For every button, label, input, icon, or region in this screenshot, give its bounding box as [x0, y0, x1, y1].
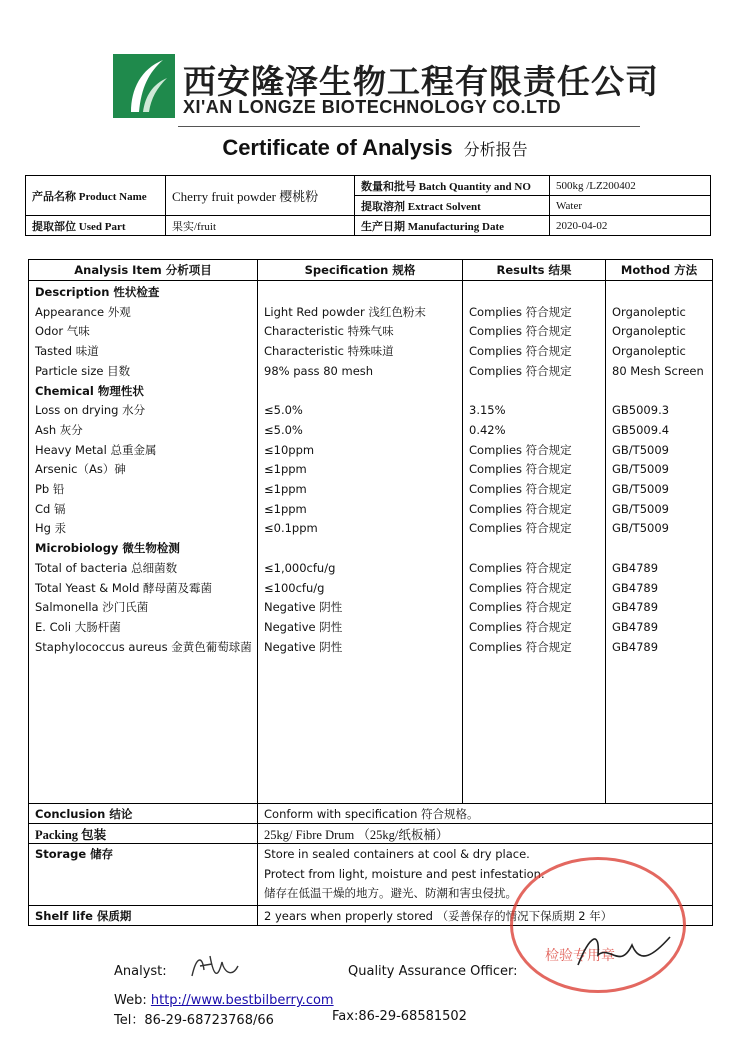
- fax: Fax:86-29-68581502: [332, 1009, 467, 1024]
- item-pb: Pb 铅: [35, 482, 65, 497]
- item-particle-size: Particle size 目数: [35, 363, 131, 378]
- method-salmonella: GB4789: [612, 600, 659, 615]
- method-column: [606, 281, 713, 804]
- product-info-table: [25, 175, 711, 236]
- item-ash: Ash 灰分: [35, 422, 83, 437]
- header-specification: Specification 规格: [258, 260, 463, 281]
- header-results: Results 结果: [463, 260, 606, 281]
- item-cd: Cd 镉: [35, 501, 66, 516]
- document-title: [0, 135, 750, 161]
- spec-particle-size: 98% pass 80 mesh: [264, 363, 374, 378]
- packing-value: 25kg/ Fibre Drum （25kg/纸板桶）: [258, 824, 713, 844]
- result-tasted: Complies 符合规定: [469, 344, 572, 359]
- analyst-label: Analyst:: [114, 964, 167, 979]
- method-loss-on-drying: GB5009.3: [612, 403, 670, 418]
- result-particle-size: Complies 符合规定: [469, 363, 572, 378]
- result-odor: Complies 符合规定: [469, 324, 572, 339]
- storage-line-1: Store in sealed containers at cool & dry place.: [264, 847, 530, 861]
- used-part-value: 果实/fruit: [166, 216, 355, 236]
- result-appearance: Complies 符合规定: [469, 304, 572, 319]
- header-divider: [178, 126, 640, 127]
- method-hg: GB/T5009: [612, 521, 669, 536]
- analysis-table: [28, 259, 713, 926]
- result-e-coli: Complies 符合规定: [469, 619, 572, 634]
- stamp-text: 检验专用章: [545, 948, 615, 964]
- spec-cd: ≤1ppm: [264, 501, 307, 516]
- storage-line-3: 储存在低温干燥的地方。避光、防潮和害虫侵扰。: [264, 886, 517, 901]
- spec-heavy-metal: ≤10ppm: [264, 442, 315, 457]
- spec-ash: ≤5.0%: [264, 422, 303, 437]
- company-name-en: XI'AN LONGZE BIOTECHNOLOGY CO.LTD: [183, 97, 562, 117]
- item-staphylococcus: Staphylococcus aureus 金黄色葡萄球菌: [35, 639, 252, 654]
- item-arsenic: Arsenic（As）砷: [35, 462, 126, 477]
- method-heavy-metal: GB/T5009: [612, 442, 669, 457]
- title-cn: 分析报告: [463, 140, 528, 159]
- storage-label: Storage 储存: [29, 844, 258, 906]
- result-cd: Complies 符合规定: [469, 501, 572, 516]
- item-salmonella: Salmonella 沙门氏菌: [35, 600, 149, 615]
- spec-hg: ≤0.1ppm: [264, 521, 318, 536]
- specification-column: [258, 281, 463, 804]
- spec-loss-on-drying: ≤5.0%: [264, 403, 303, 418]
- result-yeast-mold: Complies 符合规定: [469, 580, 572, 595]
- manufacturing-date-label: 生产日期 Manufacturing Date: [355, 216, 550, 236]
- batch-label: 数量和批号 Batch Quantity and NO: [355, 176, 550, 196]
- method-pb: GB/T5009: [612, 482, 669, 497]
- spec-tasted: Characteristic 特殊味道: [264, 344, 394, 359]
- website: [114, 993, 334, 1008]
- result-total-bacteria: Complies 符合规定: [469, 560, 572, 575]
- packing-label: Packing 包装: [29, 824, 258, 844]
- spec-pb: ≤1ppm: [264, 482, 307, 497]
- item-yeast-mold: Total Yeast & Mold 酵母菌及霉菌: [35, 580, 213, 595]
- title-en: Certificate of Analysis: [222, 135, 453, 160]
- item-heavy-metal: Heavy Metal 总重金属: [35, 442, 157, 457]
- spec-e-coli: Negative 阴性: [264, 619, 343, 634]
- used-part-label: 提取部位 Used Part: [26, 216, 166, 236]
- spec-staphylococcus: Negative 阴性: [264, 639, 343, 654]
- method-cd: GB/T5009: [612, 501, 669, 516]
- qa-officer-label: Quality Assurance Officer:: [348, 964, 518, 979]
- spec-yeast-mold: ≤100cfu/g: [264, 580, 325, 595]
- storage-line-2: Protect from light, moisture and pest infestation.: [264, 866, 545, 881]
- method-e-coli: GB4789: [612, 619, 659, 634]
- result-ash: 0.42%: [469, 422, 506, 437]
- section-chemical: Chemical 物理性状: [35, 383, 144, 398]
- item-total-bacteria: Total of bacteria 总细菌数: [35, 560, 178, 575]
- results-column: [463, 281, 606, 804]
- product-name-value: Cherry fruit powder 樱桃粉: [166, 176, 355, 216]
- item-e-coli: E. Coli 大肠杆菌: [35, 619, 121, 634]
- telephone: Tel：86-29-68723768/66: [114, 1013, 274, 1028]
- method-tasted: Organoleptic: [612, 344, 686, 359]
- solvent-label: 提取溶剂 Extract Solvent: [355, 196, 550, 216]
- section-microbiology: Microbiology 微生物检测: [35, 541, 180, 556]
- conclusion-value: Conform with specification 符合规格。: [258, 804, 713, 824]
- method-appearance: Organoleptic: [612, 304, 686, 319]
- conclusion-label: Conclusion 结论: [29, 804, 258, 824]
- items-column: [29, 281, 258, 804]
- item-tasted: Tasted 味道: [35, 344, 99, 359]
- result-arsenic: Complies 符合规定: [469, 462, 572, 477]
- section-description: Description 性状检查: [35, 285, 160, 299]
- method-total-bacteria: GB4789: [612, 560, 659, 575]
- batch-value: 500kg /LZ200402: [550, 176, 711, 196]
- spec-appearance: Light Red powder 浅红色粉末: [264, 304, 426, 319]
- website-link[interactable]: http://www.bestbilberry.com: [150, 993, 334, 1008]
- spec-salmonella: Negative 阴性: [264, 600, 343, 615]
- company-logo: [113, 54, 175, 118]
- method-yeast-mold: GB4789: [612, 580, 659, 595]
- leaf-icon: [113, 54, 175, 118]
- method-ash: GB5009.4: [612, 422, 670, 437]
- method-staphylococcus: GB4789: [612, 639, 659, 654]
- method-odor: Organoleptic: [612, 324, 686, 339]
- qa-signature-icon: [570, 925, 680, 980]
- result-hg: Complies 符合规定: [469, 521, 572, 536]
- company-name-cn: 西安隆泽生物工程有限责任公司: [183, 62, 659, 101]
- header-method: Mothod 方法: [606, 260, 713, 281]
- header-analysis-item: Analysis Item 分析项目: [29, 260, 258, 281]
- item-hg: Hg 汞: [35, 521, 67, 536]
- result-salmonella: Complies 符合规定: [469, 600, 572, 615]
- manufacturing-date-value: 2020-04-02: [550, 216, 711, 236]
- spec-arsenic: ≤1ppm: [264, 462, 307, 477]
- result-heavy-metal: Complies 符合规定: [469, 442, 572, 457]
- solvent-value: Water: [550, 196, 711, 216]
- method-arsenic: GB/T5009: [612, 462, 669, 477]
- method-particle-size: 80 Mesh Screen: [612, 363, 704, 378]
- result-staphylococcus: Complies 符合规定: [469, 639, 572, 654]
- shelf-life-label: Shelf life 保质期: [29, 906, 258, 926]
- spec-odor: Characteristic 特殊气味: [264, 324, 394, 339]
- result-pb: Complies 符合规定: [469, 482, 572, 497]
- item-appearance: Appearance 外观: [35, 304, 131, 319]
- item-odor: Odor 气味: [35, 324, 90, 339]
- product-name-label: 产品名称 Product Name: [26, 176, 166, 216]
- item-loss-on-drying: Loss on drying 水分: [35, 403, 146, 418]
- spec-total-bacteria: ≤1,000cfu/g: [264, 560, 336, 575]
- web-label: Web:: [114, 993, 147, 1008]
- analyst-signature-icon: [188, 948, 248, 984]
- shelf-life-value: 2 years when properly stored （妥善保存的情况下保质期 2 年）: [258, 906, 713, 926]
- result-loss-on-drying: 3.15%: [469, 403, 506, 418]
